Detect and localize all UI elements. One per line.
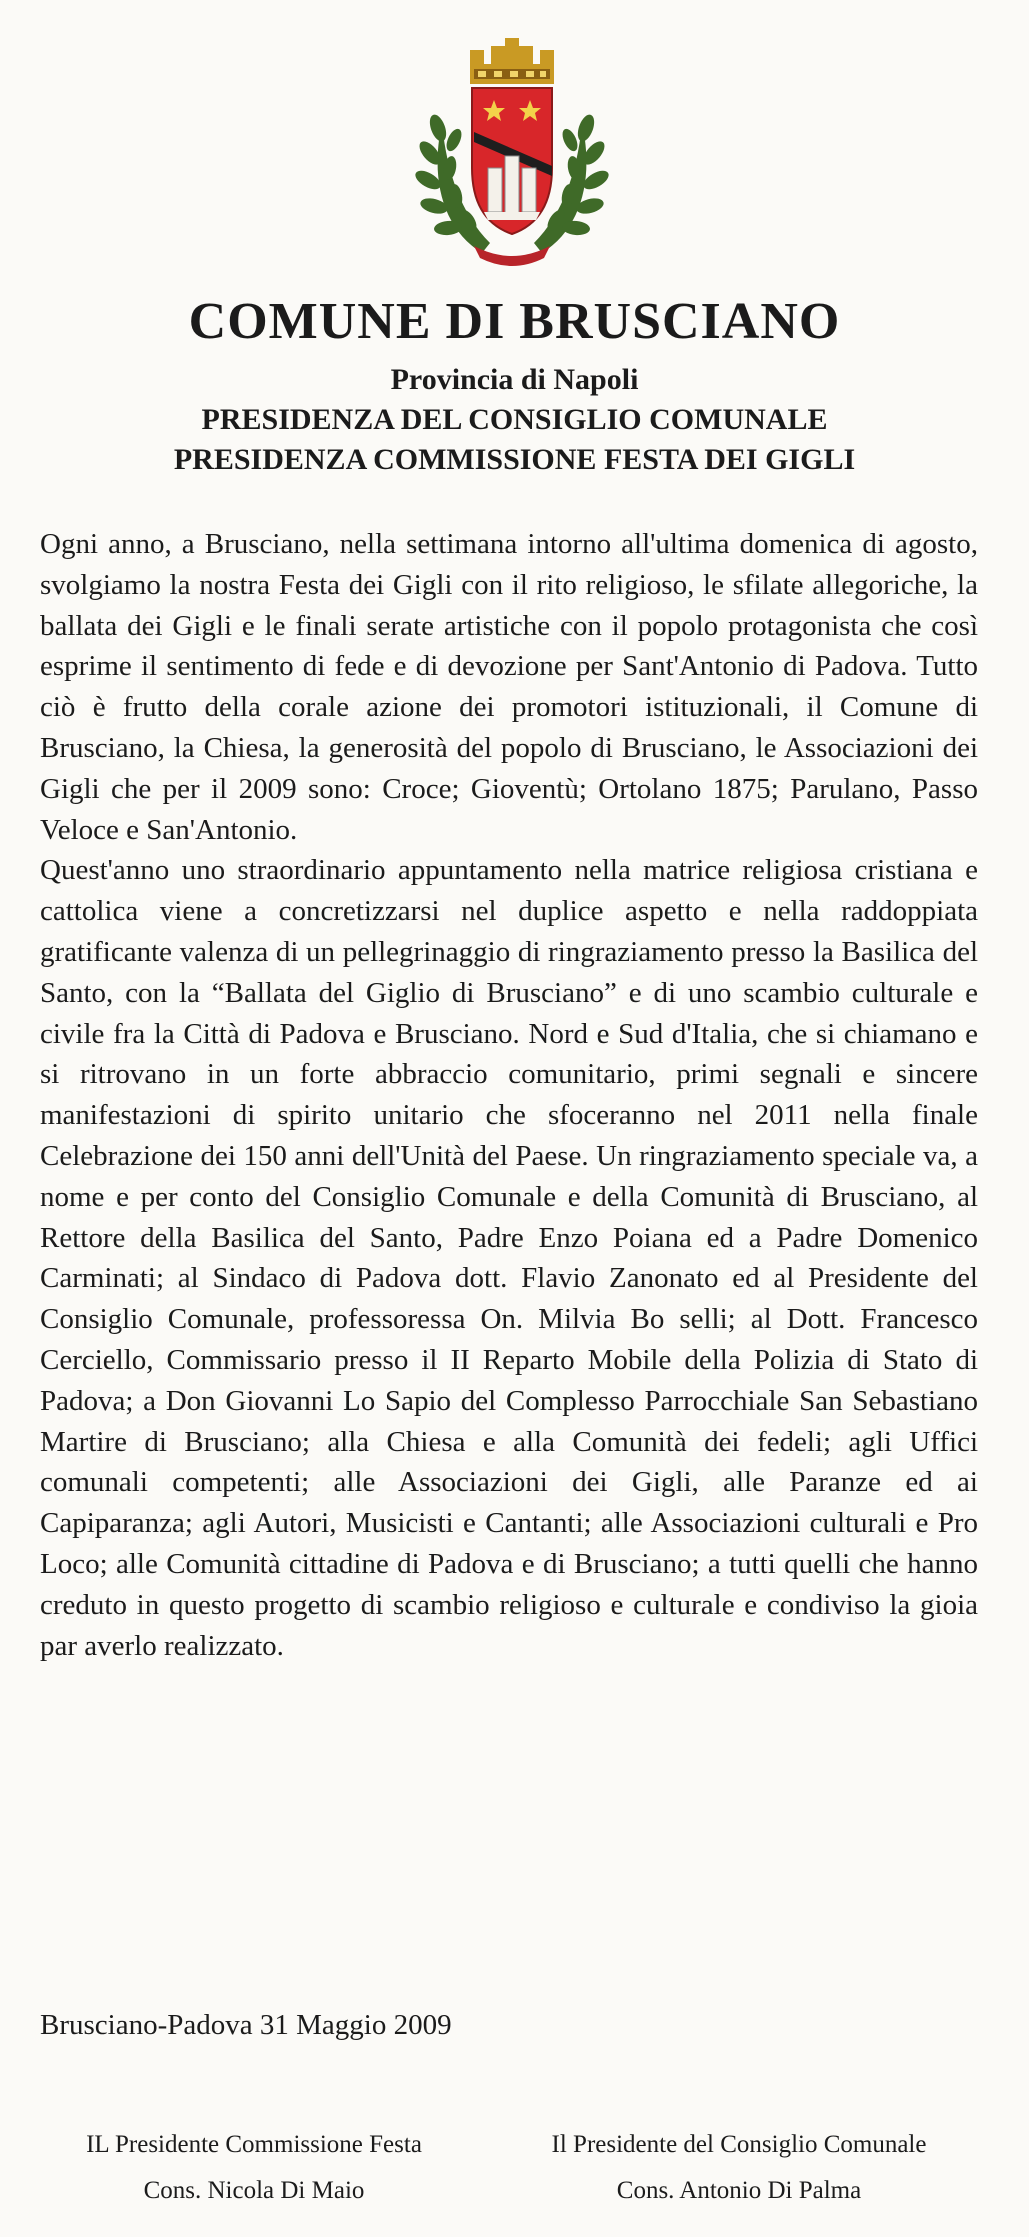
date-line: Brusciano-Padova 31 Maggio 2009 xyxy=(40,2009,452,2041)
province-subtitle: Provincia di Napoli xyxy=(390,363,639,396)
signature-name: Cons. Antonio Di Palma xyxy=(616,2177,862,2204)
signature-role: IL Presidente Commissione Festa xyxy=(86,2131,422,2158)
letter-body xyxy=(40,524,978,1666)
body-paragraph: Quest'anno uno straordinario appuntamento nella matrice religiosa cristiana e cattolica viene a concretizzarsi nel duplice aspetto e nella raddoppiata gratificante valenza di un pellegrinaggio di ringraziamento presso la Basilica del Santo, con la “Ballata del Giglio di Brusciano” e di uno scambio culturale e civile fra la Città di Padova e Brusciano. Nord e Sud d'Italia, che si chiamano e si ritrovano in un forte abbraccio comunitario, primi segnali e sincere manifestazioni di spirito unitario che sfoceranno nel 2011 nella finale Celebrazione dei 150 anni dell'Unità del Paese. Un ringraziamento speciale va, a nome e per conto del Consiglio Comunale e della Comunità di Brusciano, al Rettore della Basilica del Santo, Padre Enzo Poiana ed a Padre Domenico Carminati; al Sindaco di Padova dott. Flavio Zanonato ed al Presidente del Consiglio Comunale, professoressa On. Milvia Bo selli; al Dott. Francesco Cerciello, Commissario presso il II Reparto Mobile della Polizia di Stato di Padova; a Don Giovanni Lo Sapio del Complesso Parrocchiale San Sebastiano Martire di Brusciano; alla Chiesa e alla Comunità dei fedeli; agli Uffici comunali competenti; alle Associazioni dei Gigli, alle Paranze ed ai Capiparanza; agli Autori, Musicisti e Cantanti; alle Associazioni culturali e Pro Loco; alle Comunità cittadine di Padova e di Brusciano; a tutti quelli che hanno creduto in questo progetto di scambio religioso e culturale e condiviso la gioia par averlo realizzato. xyxy=(40,854,978,1662)
body-paragraph: Ogni anno, a Brusciano, nella settimana intorno all'ultima domenica di agosto, svolgiamo la nostra Festa dei Gigli con il rito religioso, le sfilate allegoriche, la ballata dei Gigli e le finali serate artistiche con il popolo protagonista che così esprime il sentimento di fede e di devozione per Sant'Antonio di Padova. Tutto ciò è frutto della corale azione dei promotori istituzionali, il Comune di Brusciano, la Chiesa, la generosità del popolo di Brusciano, le Associazioni dei Gigli che per il 2009 sono: Croce; Gioventù; Ortolano 1875; Parulano, Passo Veloce e San'Antonio. xyxy=(40,528,978,846)
signature-role: Il Presidente del Consiglio Comunale xyxy=(551,2131,927,2158)
coat-of-arms-icon xyxy=(412,28,612,268)
council-presidency-heading: PRESIDENZA DEL CONSIGLIO COMUNALE xyxy=(201,403,828,436)
signature-name: Cons. Nicola Di Maio xyxy=(143,2177,365,2204)
document-title: COMUNE DI BRUSCIANO xyxy=(188,293,841,350)
commission-presidency-heading: PRESIDENZA COMMISSIONE FESTA DEI GIGLI xyxy=(173,443,856,476)
signature-block-left xyxy=(30,2122,478,2214)
signature-block-right xyxy=(500,2122,978,2214)
